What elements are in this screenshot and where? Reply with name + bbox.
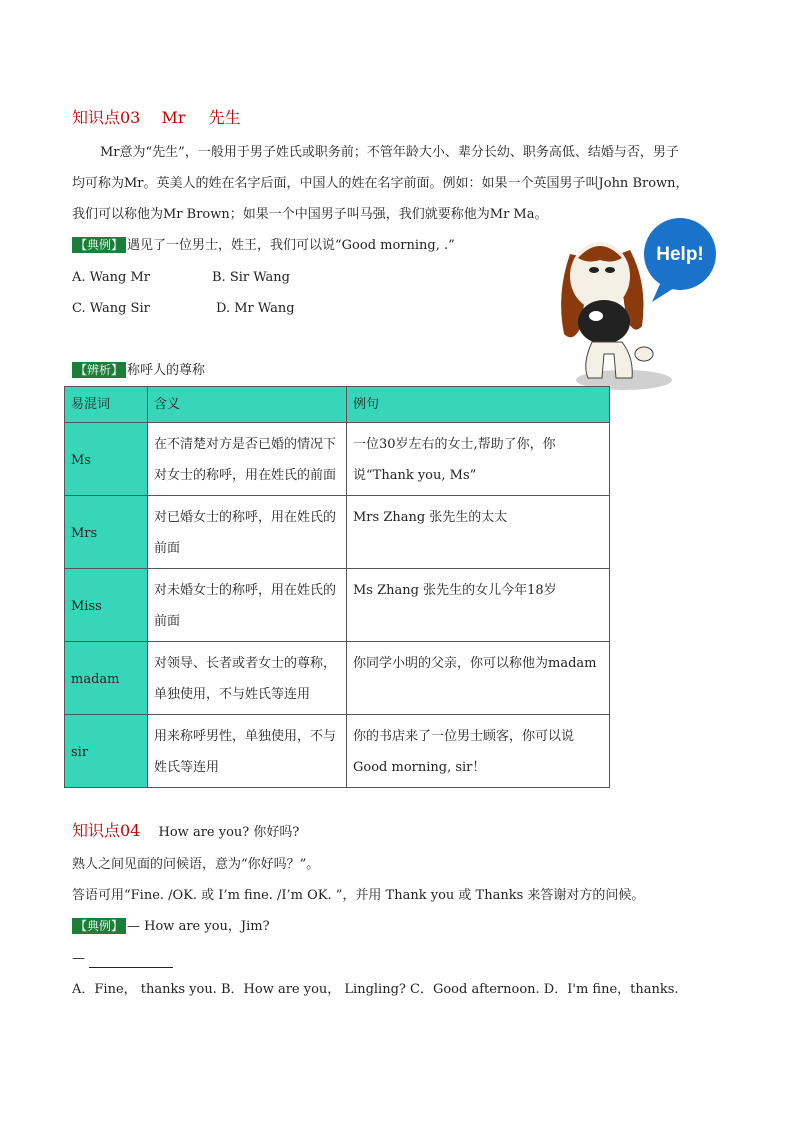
table-row: [65, 423, 610, 496]
example03-line: [72, 237, 455, 255]
section03-heading-word: Mr: [161, 108, 186, 127]
section04-heading-rest: How are you? 你好吗?: [158, 825, 300, 840]
table-cell-example: 你的书店来了一位男士顾客，你可以说Good morning, sir！: [347, 715, 610, 788]
table-row: [65, 715, 610, 788]
section03-heading-cn: 先生: [208, 108, 241, 127]
para-line-2: 均可称为Mr。英美人的姓在名字后面，中国人的姓在名字前面。例如：如果一个英国男子叫John Brown，: [72, 176, 689, 191]
table-cell-word: Miss: [65, 569, 148, 642]
answer-line: [72, 950, 173, 968]
option-c: C. Wang Sir: [72, 301, 150, 316]
table-row: [65, 496, 610, 569]
para-line-3: 我们可以称他为Mr Brown；如果一个中国男子叫马强，我们就要称他为Mr Ma。: [72, 207, 548, 222]
section04-line-2: 答语可用“Fine. /OK. 或 I’m fine. /I’m OK. ”，并用 Thank you 或 Thanks 来答谢对方的问候。: [72, 888, 645, 903]
table-cell-example: 一位30岁左右的女士,帮助了你，你说“Thank you, Ms”: [347, 423, 610, 496]
table-cell-example: 你同学小明的父亲，你可以称他为madam: [347, 642, 610, 715]
option-d: D. Mr Wang: [216, 301, 295, 316]
example03-question: 遇见了一位男士，姓王，我们可以说“Good morning, .”: [127, 238, 455, 253]
analysis-title: 称呼人的尊称: [127, 363, 206, 378]
table-header-row: [65, 387, 610, 423]
section04-heading: [72, 818, 299, 841]
address-terms-table: [64, 386, 610, 788]
table-cell-word: madam: [65, 642, 148, 715]
example04-question: — How are you，Jim?: [127, 919, 270, 934]
table-cell-meaning: 在不清楚对方是否已婚的情况下对女士的称呼，用在姓氏的前面: [148, 423, 347, 496]
section04-line-1: 熟人之间见面的问候语，意为“你好吗？”。: [72, 857, 320, 872]
table-row: [65, 569, 610, 642]
section04-heading-num: 知识点04: [72, 821, 141, 840]
table-row: [65, 642, 610, 715]
table-cell-word: sir: [65, 715, 148, 788]
table-cell-example: Ms Zhang 张先生的女儿今年18岁: [347, 569, 610, 642]
table-header-example: 例句: [347, 387, 610, 423]
option-b: B. Sir Wang: [212, 270, 290, 285]
section03-heading-num: 知识点03: [72, 108, 141, 127]
table-header-word: 易混词: [65, 387, 148, 423]
table-cell-example: Mrs Zhang 张先生的太太: [347, 496, 610, 569]
answer-dash: —: [72, 951, 85, 966]
example-tag: 【典例】: [72, 918, 126, 934]
para-line-1: Mr意为“先生”，一般用于男子姓氏或职务前；不管年龄大小、辈分长幼、职务高低、结婚与否，男子: [100, 145, 679, 160]
table-cell-word: Ms: [65, 423, 148, 496]
analysis-line: [72, 362, 205, 380]
answer-blank: [89, 955, 173, 968]
table-cell-meaning: 对已婚女士的称呼，用在姓氏的前面: [148, 496, 347, 569]
option-a: A. Wang Mr: [72, 270, 150, 285]
section03-heading: [72, 105, 241, 128]
example-tag: 【典例】: [72, 237, 126, 253]
table-cell-meaning: 对未婚女士的称呼，用在姓氏的前面: [148, 569, 347, 642]
table-header-meaning: 含义: [148, 387, 347, 423]
table-cell-meaning: 对领导、长者或者女士的尊称，单独使用，不与姓氏等连用: [148, 642, 347, 715]
dog-help-illustration: [552, 214, 722, 400]
analysis-tag: 【辨析】: [72, 362, 126, 378]
help-text: Help!: [656, 244, 704, 265]
table-cell-meaning: 用来称呼男性，单独使用，不与姓氏等连用: [148, 715, 347, 788]
example04-line: [72, 918, 270, 936]
table-cell-word: Mrs: [65, 496, 148, 569]
section04-options: A．Fine， thanks you. B．How are you， Lingling? C．Good afternoon. D．I'm fine，thanks.: [72, 982, 679, 997]
